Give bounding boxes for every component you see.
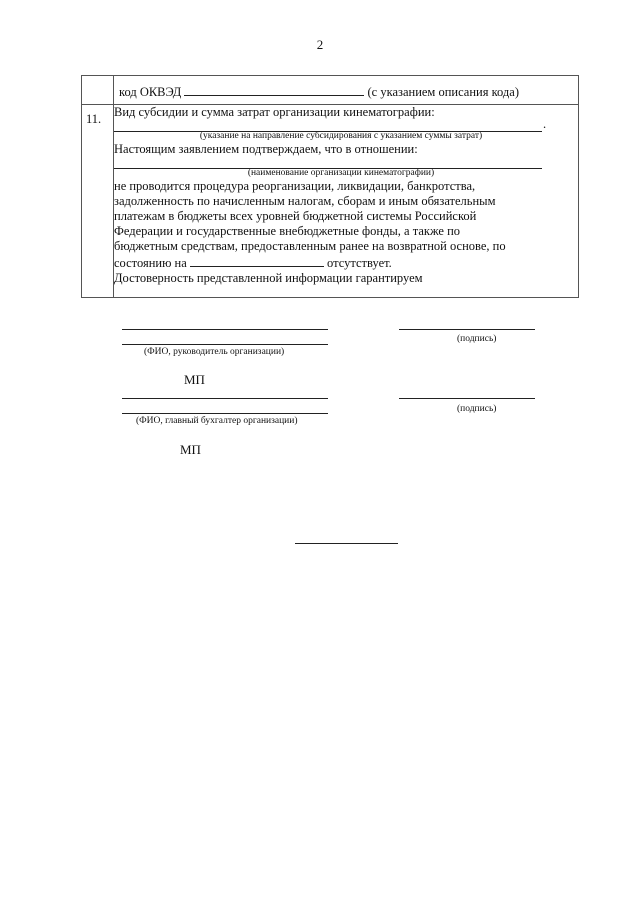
subsidy-label: Вид субсидии и сумма затрат организации кинематографии: — [114, 105, 435, 119]
row-11 — [82, 105, 579, 298]
state-date-suffix: отсутствует. — [327, 256, 392, 270]
okved-cell — [114, 76, 579, 105]
stamp-mark: МП — [180, 442, 201, 457]
okved-row — [82, 76, 579, 105]
accountant-name-line-2 — [122, 413, 328, 414]
subsidy-blank-row — [114, 117, 578, 131]
head-signature-line — [399, 329, 535, 330]
page-number: 2 — [316, 37, 324, 52]
subsidy-dot: . — [543, 117, 547, 131]
okved-code-blank — [184, 83, 364, 96]
okved-description-note: (с указанием описания кода) — [367, 85, 519, 99]
state-date-label: состоянию на — [114, 256, 187, 270]
statement-line-5: бюджетным средствам, предоставленным ранее на возвратной основе, по — [114, 239, 506, 253]
organization-caption: (наименование организации кинематографии) — [247, 168, 435, 178]
head-name-line-2 — [122, 344, 328, 345]
row-11-cell — [114, 105, 579, 298]
application-form-table — [81, 75, 579, 298]
statement-line-3: платежам в бюджеты всех уровней бюджетной системы Российской — [114, 209, 477, 223]
end-separator-line — [295, 543, 398, 544]
statement-line-4: Федерации и государственные внебюджетные фонды, а также по — [114, 224, 461, 238]
stamp-mark: МП — [184, 372, 205, 387]
row-number: 11. — [82, 105, 114, 298]
state-date-blank — [190, 254, 324, 267]
accountant-signature-caption: (подпись) — [457, 404, 497, 414]
org-blank-row — [114, 157, 578, 168]
guarantee-text: Достоверность представленной информации гарантируем — [114, 271, 423, 285]
accountant-name-caption: (ФИО, главный бухгалтер организации) — [136, 416, 298, 426]
confirm-label: Настоящим заявлением подтверждаем, что в отношении: — [114, 142, 418, 156]
accountant-name-line-1 — [122, 398, 328, 399]
accountant-signature-line — [399, 398, 535, 399]
subsidy-blank — [114, 120, 542, 132]
row-number — [82, 76, 114, 105]
head-name-caption: (ФИО, руководитель организации) — [144, 347, 285, 357]
subsidy-caption: (указание на направление субсидирования с указанием суммы затрат) — [199, 131, 483, 141]
okved-label: код ОКВЭД — [119, 85, 182, 99]
head-signature-caption: (подпись) — [457, 334, 497, 344]
statement-line-2: задолженность по начисленным налогам, сборам и иным обязательным — [114, 194, 496, 208]
statement-line-1: не проводится процедура реорганизации, ликвидации, банкротства, — [114, 179, 476, 193]
organization-name-blank — [114, 157, 542, 169]
head-name-line-1 — [122, 329, 328, 330]
state-date-line — [114, 254, 578, 271]
